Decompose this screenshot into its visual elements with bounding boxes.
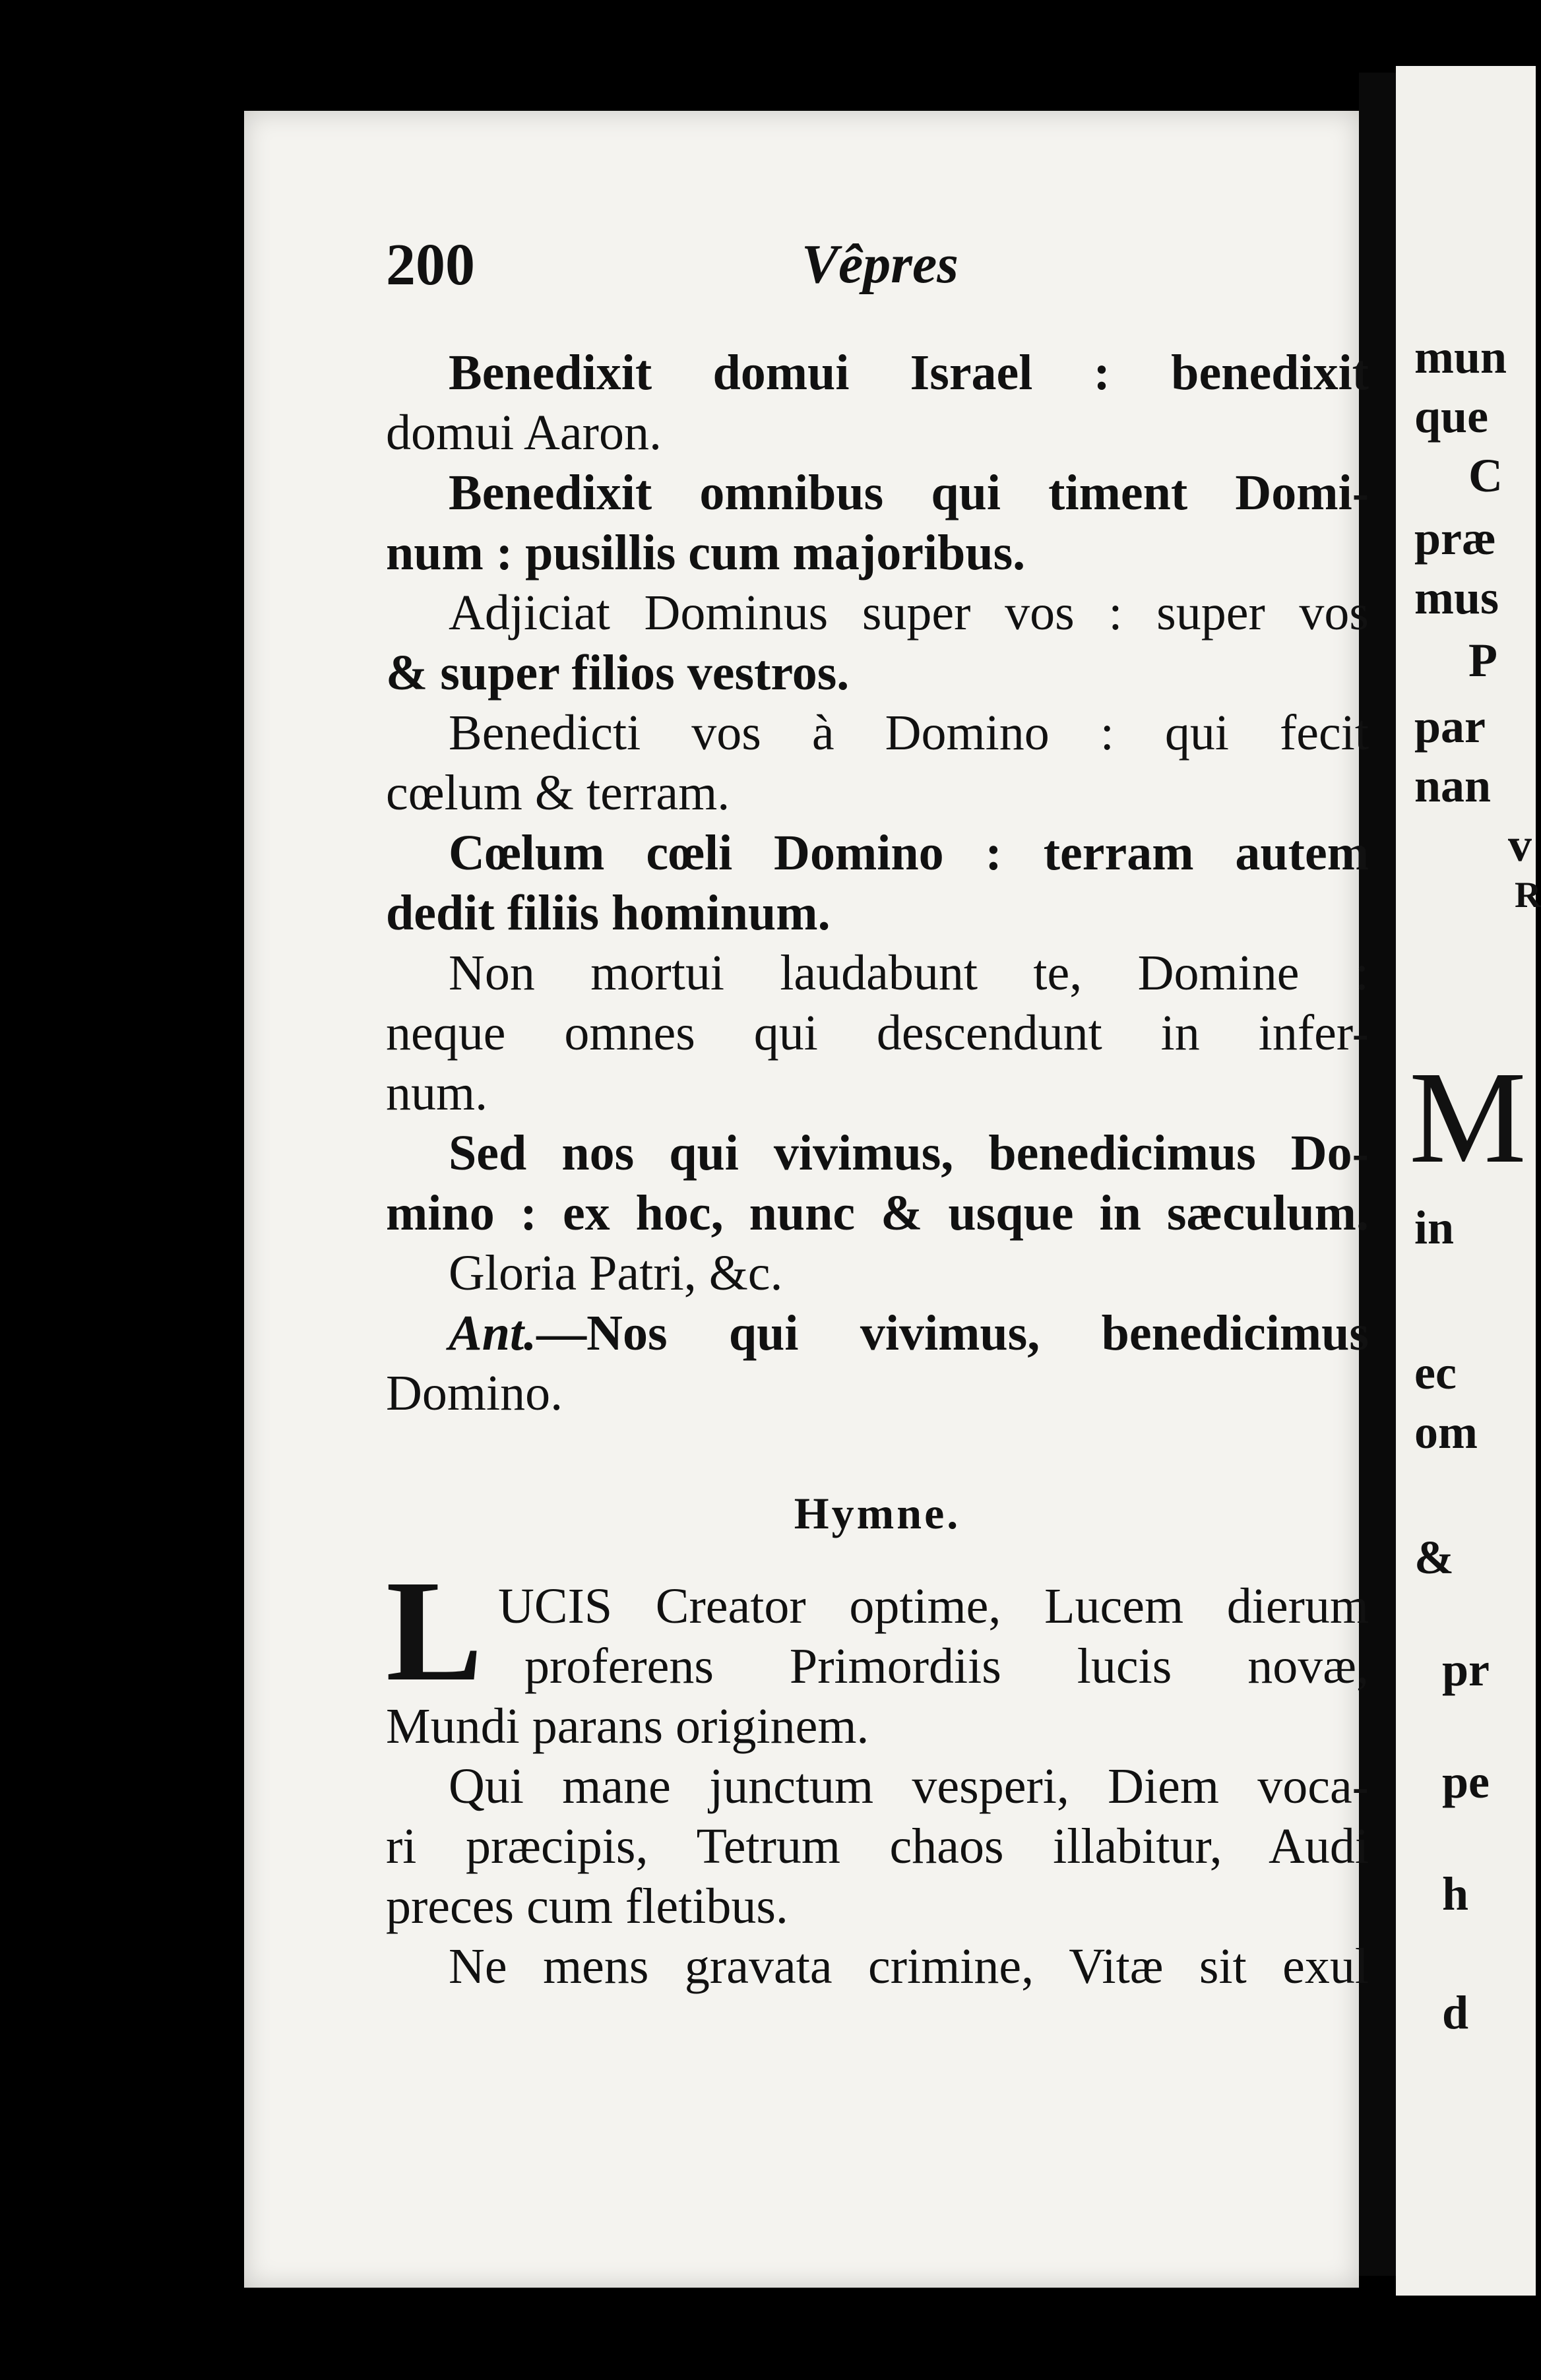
page-title: Vêpres bbox=[802, 234, 959, 295]
verse-line: cœlum & terram. bbox=[386, 765, 730, 821]
hymn-opening bbox=[386, 1550, 1369, 1711]
antiphon-line: Domino. bbox=[386, 1365, 563, 1421]
verse-line: Gloria Patri, &c. bbox=[449, 1245, 783, 1301]
facing-fragment: M bbox=[1409, 1045, 1526, 1191]
section-spacer bbox=[386, 1424, 1369, 1484]
page-number: 200 bbox=[386, 232, 475, 298]
psalm-verses bbox=[386, 343, 1369, 1303]
facing-fragment: C bbox=[1468, 449, 1503, 502]
facing-fragment: h bbox=[1442, 1867, 1469, 1920]
antiphon-text: —Nos qui vivimus, benedicimus bbox=[536, 1305, 1369, 1361]
verse-line: Adjiciat Dominus super vos : super vos bbox=[449, 585, 1369, 641]
facing-fragment: pr bbox=[1442, 1643, 1490, 1696]
facing-fragment: d bbox=[1442, 1986, 1469, 2039]
facing-fragment: mun bbox=[1414, 330, 1507, 383]
verse-line: Cœlum cœli Domino : terram autem bbox=[449, 825, 1369, 881]
facing-fragment: que bbox=[1414, 390, 1489, 443]
hymn-stanzas bbox=[386, 1697, 1369, 1997]
verse-line: mino : ex hoc, nunc & usque in sæculum. bbox=[386, 1185, 1369, 1241]
facing-fragment: pe bbox=[1442, 1755, 1490, 1808]
verse-line: domui Aaron. bbox=[386, 405, 662, 460]
running-head bbox=[386, 231, 1362, 303]
hymn-line: preces cum fletibus. bbox=[386, 1879, 788, 1934]
facing-fragment: nan bbox=[1414, 759, 1492, 812]
drop-cap: L bbox=[386, 1550, 483, 1711]
hymn-line: UCIS Creator optime, Lucem dierum bbox=[498, 1579, 1369, 1634]
facing-fragment: mus bbox=[1414, 571, 1499, 624]
verse-line: Non mortui laudabunt te, Domine : bbox=[449, 945, 1369, 1001]
facing-fragment: P bbox=[1468, 634, 1497, 687]
facing-fragment: præ bbox=[1414, 512, 1496, 565]
verse-line: Benedixit domui Israel : benedixit bbox=[449, 345, 1369, 400]
verse-line: neque omnes qui descendunt in infer- bbox=[386, 1005, 1369, 1061]
facing-fragment: ec bbox=[1414, 1346, 1457, 1399]
hymn-heading: Hymne. bbox=[794, 1488, 961, 1538]
verse-line: & super filios vestros. bbox=[386, 645, 850, 701]
verse-line: Benedixit omnibus qui timent Domi- bbox=[449, 465, 1369, 520]
right-page-cropped bbox=[1396, 66, 1541, 2296]
section-spacer bbox=[386, 1544, 1369, 1577]
facing-fragment: in bbox=[1414, 1201, 1455, 1254]
antiphon-label: Ant. bbox=[449, 1305, 537, 1361]
facing-fragment: & bbox=[1414, 1531, 1454, 1584]
body-text bbox=[386, 343, 1369, 1997]
hymn-line: proferens Primordiis lucis novæ, bbox=[524, 1639, 1369, 1694]
hymn-opening-lines bbox=[498, 1577, 1369, 1697]
verse-line: dedit filiis hominum. bbox=[386, 885, 831, 941]
antiphon-line bbox=[386, 1303, 1369, 1363]
facing-fragment: R bbox=[1515, 875, 1541, 916]
verse-line: Benedicti vos à Domino : qui fecit bbox=[449, 705, 1369, 761]
hymn-line: Mundi parans originem. bbox=[386, 1699, 869, 1754]
hymn-line: Qui mane junctum vesperi, Diem voca- bbox=[449, 1759, 1369, 1814]
verse-line: num. bbox=[386, 1065, 488, 1121]
hymn-line: Ne mens gravata crimine, Vitæ sit exul bbox=[449, 1939, 1369, 1994]
hymn-line: ri præcipis, Tetrum chaos illabitur, Audi bbox=[386, 1819, 1369, 1874]
verse-line: Sed nos qui vivimus, benedicimus Do- bbox=[449, 1125, 1369, 1181]
verse-line: num : pusillis cum majoribus. bbox=[386, 525, 1026, 580]
facing-fragment: v bbox=[1508, 819, 1532, 871]
facing-fragment: par bbox=[1414, 700, 1486, 753]
facing-fragment: om bbox=[1414, 1406, 1478, 1458]
